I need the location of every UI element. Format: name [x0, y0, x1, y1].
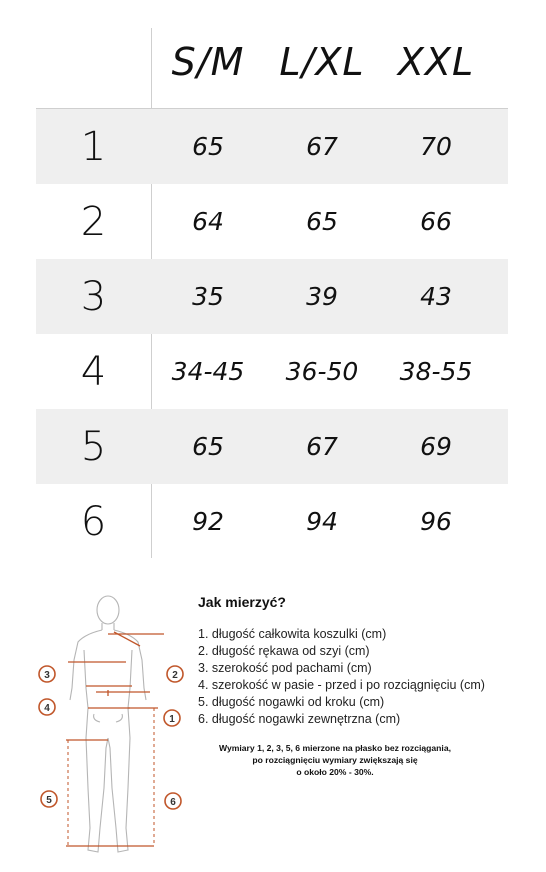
list-item: 1. długość całkowita koszulki (cm): [198, 627, 387, 641]
table-cell: 34-45: [171, 357, 245, 386]
table-row: [36, 484, 508, 559]
table-cell: 96: [420, 507, 452, 536]
table-cell: 70: [420, 132, 452, 161]
row-label: 3: [80, 273, 107, 320]
row-label: 1: [80, 123, 107, 170]
marker-3-label: 3: [44, 670, 50, 681]
measurement-guide: [0, 580, 546, 872]
table-cell: 65: [306, 207, 338, 236]
table-cell: 92: [192, 507, 224, 536]
table-cell: 43: [420, 282, 452, 311]
table-cell: 67: [306, 132, 338, 161]
table-cell: 65: [192, 132, 224, 161]
guide-title: Jak mierzyć?: [198, 594, 286, 610]
table-row: [36, 184, 508, 259]
table-cell: 65: [192, 432, 224, 461]
table-cell: 38-55: [399, 357, 473, 386]
table-cell: 39: [306, 282, 338, 311]
row-label: 4: [80, 348, 107, 395]
table-cell: 66: [420, 207, 452, 236]
size-header-sm: S/M: [171, 40, 245, 84]
table-cell: 35: [192, 282, 224, 311]
list-item: 4. szerokość w pasie - przed i po rozciągnięciu (cm): [198, 678, 485, 692]
table-cell: 36-50: [285, 357, 359, 386]
marker-6-label: 6: [170, 797, 176, 808]
table-row: [36, 409, 508, 484]
note-line: po rozciągnięciu wymiary zwiększają się: [252, 755, 418, 765]
measurement-list: [198, 626, 485, 728]
row-label: 5: [80, 423, 107, 470]
list-item: 5. długość nogawki od kroku (cm): [198, 695, 385, 709]
list-item: 6. długość nogawki zewnętrzna (cm): [198, 712, 401, 726]
table-row: [36, 334, 508, 409]
table-cell: 64: [192, 207, 224, 236]
row-label: 6: [80, 498, 107, 545]
marker-1-label: 1: [169, 714, 175, 725]
measurement-note: [192, 742, 478, 778]
marker-5-label: 5: [46, 795, 52, 806]
body-measurement-figure: [30, 588, 200, 868]
note-line: o około 20% - 30%.: [296, 767, 374, 777]
table-row: [36, 259, 508, 334]
table-cell: 69: [420, 432, 452, 461]
table-row: [36, 109, 508, 184]
marker-2-label: 2: [172, 670, 178, 681]
list-item: 2. długość rękawa od szyi (cm): [198, 644, 370, 658]
table-cell: 67: [306, 432, 338, 461]
note-line: Wymiary 1, 2, 3, 5, 6 mierzone na płasko bez rozciągania,: [219, 743, 451, 753]
size-header-lxl: L/XL: [279, 40, 365, 84]
row-label: 2: [80, 198, 107, 245]
list-item: 3. szerokość pod pachami (cm): [198, 661, 372, 675]
size-header-xxl: XXL: [397, 40, 475, 84]
table-cell: 94: [306, 507, 338, 536]
size-table: [36, 28, 508, 559]
size-header-row: [36, 28, 508, 109]
marker-4-label: 4: [44, 703, 50, 714]
